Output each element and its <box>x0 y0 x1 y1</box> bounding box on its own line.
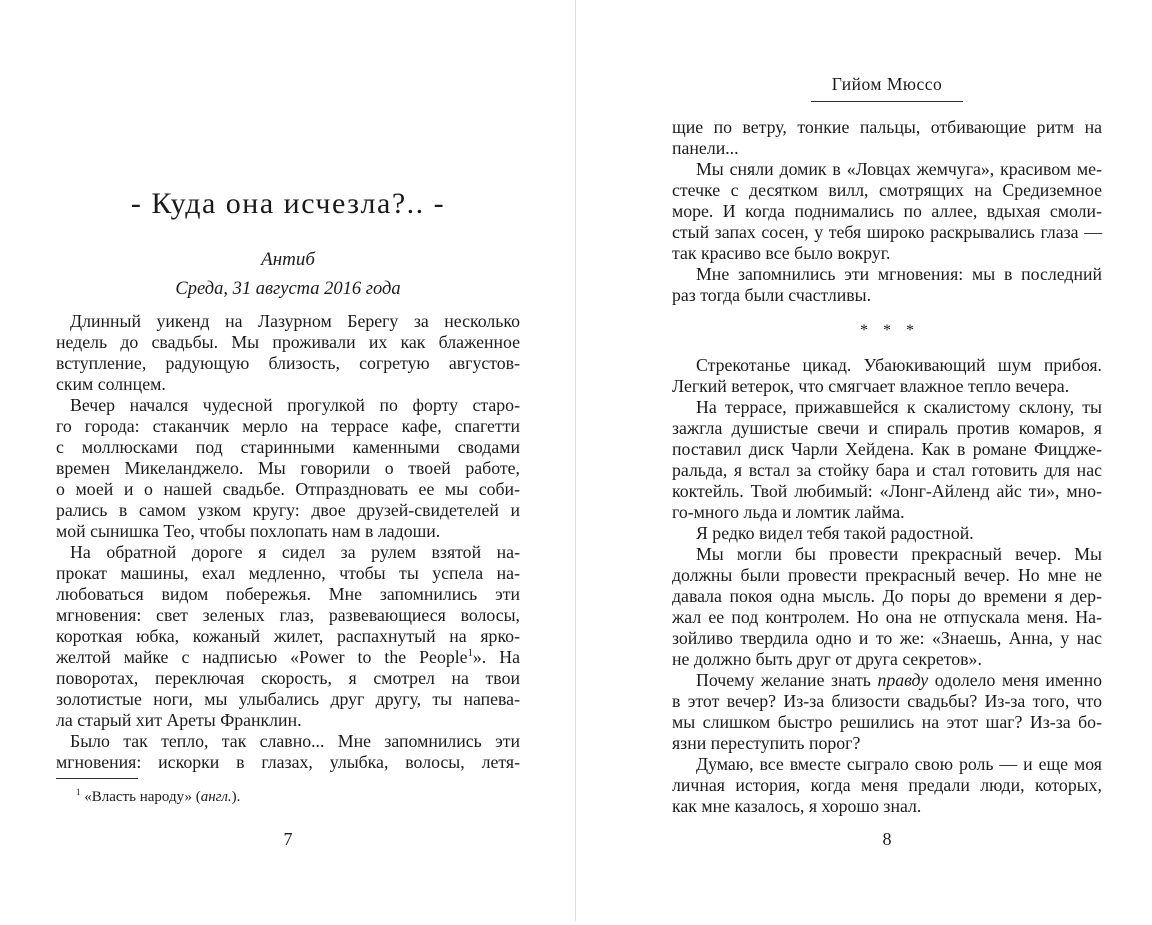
right-page-body-text-bottom <box>672 355 1102 817</box>
chapter-location: Антиб <box>261 249 315 270</box>
text-line: мгновения: свет зеленых глаз, развевающиеся волосы, <box>56 605 520 625</box>
text-line: золотистые ноги, мы улыбались друг другу, ты напева- <box>56 689 520 709</box>
footnote <box>56 778 520 807</box>
right-page-number: 8 <box>882 829 892 849</box>
text-line: На обратной дороге я сидел за рулем взятой на- <box>70 542 520 562</box>
text-line: го-много льда и ломтик лайма. <box>672 502 905 522</box>
page-gutter-divider <box>575 0 576 921</box>
text-line: раз тогда были счастливы. <box>672 285 872 305</box>
text-line: На террасе, прижавшейся к скалистому склону, ты <box>696 397 1102 417</box>
paragraph <box>56 731 520 773</box>
text-line: мы слишком быстро решились на этот шаг? Из-за бо- <box>672 712 1102 732</box>
text-line: должны были провести прекрасный вечер. Но мне не <box>672 565 1102 585</box>
text-line: зажгла душистые свечи и спираль против комаров, я <box>672 418 1102 438</box>
running-head <box>672 74 1102 102</box>
left-page-number: 7 <box>283 829 293 849</box>
text-line: ла старый хит Ареты Франклин. <box>56 710 302 730</box>
text-line: панели... <box>672 138 739 158</box>
text-line: не должно быть друг от друга секретов». <box>672 649 982 669</box>
paragraph <box>672 754 1102 817</box>
text-line: о моей и о нашей свадьбе. Отпраздновать ее мы соби- <box>56 479 520 499</box>
running-head-author: Гийом Мюссо <box>831 74 943 94</box>
text-line: поворотах, переключая скорость, я смотрел на твои <box>56 668 520 688</box>
text-line: недель до свадьбы. Мы проживали их как блаженное <box>56 332 520 352</box>
right-page <box>672 0 1102 925</box>
text-line: Почему желание знать правду одолело меня именно <box>696 670 1102 690</box>
right-page-body-text-top <box>672 117 1102 306</box>
text-line: времен Микеланджело. Мы говорили о твоей работе, <box>56 458 520 478</box>
text-line: го города: стаканчик мерло на террасе кафе, спагетти <box>56 416 520 436</box>
paragraph <box>672 159 1102 264</box>
paragraph <box>672 397 1102 523</box>
text-line: жал ее под контролем. Но она не отпускала меня. На- <box>672 607 1102 627</box>
paragraph <box>672 544 1102 670</box>
text-line: ским солнцем. <box>56 374 166 394</box>
text-line: Легкий ветерок, что смягчает влажное тепло вечера. <box>672 376 1070 396</box>
text-line: так красиво все было вокруг. <box>672 243 891 263</box>
text-line: зойливо твердила одно и то же: «Знаешь, Анна, у нас <box>672 628 1102 648</box>
text-line: коктейль. Твой любимый: «Лонг-Айленд айс ти», мно- <box>672 481 1102 501</box>
text-line: личная история, когда меня предали люди, которых, <box>672 775 1102 795</box>
text-line: Было так тепло, так славно... Мне запомнились эти <box>70 731 520 751</box>
text-line: короткая юбка, кожаный жилет, распахнутый на ярко- <box>56 626 520 646</box>
paragraph <box>56 542 520 731</box>
text-line: вступление, радующую близость, согретую августов- <box>56 353 520 373</box>
paragraph <box>56 311 520 395</box>
text-line: Вечер начался чудесной прогулкой по форту старо- <box>70 395 520 415</box>
text-line: как мне казалось, я хорошо знал. <box>672 796 922 816</box>
footnote-text: $^1$ «Власть народу» (англ.). <box>76 787 241 805</box>
chapter-date: Среда, 31 августа 2016 года <box>175 279 401 299</box>
text-line: стечке с десятком вилл, смотрящих на Средиземное <box>672 180 1102 200</box>
footnote-rule <box>56 778 138 779</box>
text-line: Я редко видел тебя такой радостной. <box>696 523 974 543</box>
text-line: поставил диск Чарли Хейдена. Как в романе Фицдже- <box>672 439 1102 459</box>
text-line: море. И когда поднимались по аллее, вдыхая смоли- <box>672 201 1102 221</box>
text-line: Мы могли бы провести прекрасный вечер. Мы <box>696 544 1102 564</box>
paragraph <box>672 264 1102 306</box>
text-line: любоваться видом побережья. Мне запомнились эти <box>56 584 520 604</box>
paragraph <box>672 355 1102 397</box>
paragraph <box>672 670 1102 754</box>
text-line: Думаю, все вместе сыграло свою роль — и еще моя <box>696 754 1102 774</box>
text-line: желтой майке с надписью «Power to the People$^1$». На <box>56 647 520 667</box>
text-line: ральда, я встал за стойку бара и стал готовить для нас <box>672 460 1102 480</box>
text-line: прокат машины, ехал медленно, чтобы ты успела на- <box>56 563 520 583</box>
text-line: давала покоя одна мысль. До поры до времени я дер- <box>672 586 1102 606</box>
section-break-asterisks: * * * <box>860 322 914 339</box>
paragraph <box>672 523 1102 544</box>
chapter-title: - Куда она исчезла?.. - <box>130 187 446 220</box>
text-line: Мы сняли домик в «Ловцах жемчуга», красивом ме- <box>696 159 1102 179</box>
text-line: мой сынишка Тео, чтобы похлопать нам в ладоши. <box>56 521 441 541</box>
text-line: Стрекотанье цикад. Убаюкивающий шум прибоя. <box>696 355 1102 375</box>
text-line: язни переступить порог? <box>672 733 861 753</box>
text-line: с моллюсками под старинными каменными сводами <box>56 437 520 457</box>
text-line: мгновения: искорки в глазах, улыбка, волосы, летя- <box>56 752 520 772</box>
text-line: щие по ветру, тонкие пальцы, отбивающие ритм на <box>672 117 1102 137</box>
paragraph <box>672 117 1102 159</box>
text-line: в этот вечер? Из-за близости свадьбы? Из-за того, что <box>672 691 1102 711</box>
running-head-rule <box>811 101 963 102</box>
paragraph <box>56 395 520 542</box>
text-line: стый запах сосен, у тебя широко раскрывались глаза — <box>672 222 1102 242</box>
text-line: Мне запомнились эти мгновения: мы в последний <box>696 264 1102 284</box>
left-page <box>56 0 520 925</box>
left-page-body-text <box>56 311 520 773</box>
text-line: Длинный уикенд на Лазурном Берегу за несколько <box>70 311 520 331</box>
text-line: рались в самом узком кругу: двое друзей-свидетелей и <box>56 500 520 520</box>
